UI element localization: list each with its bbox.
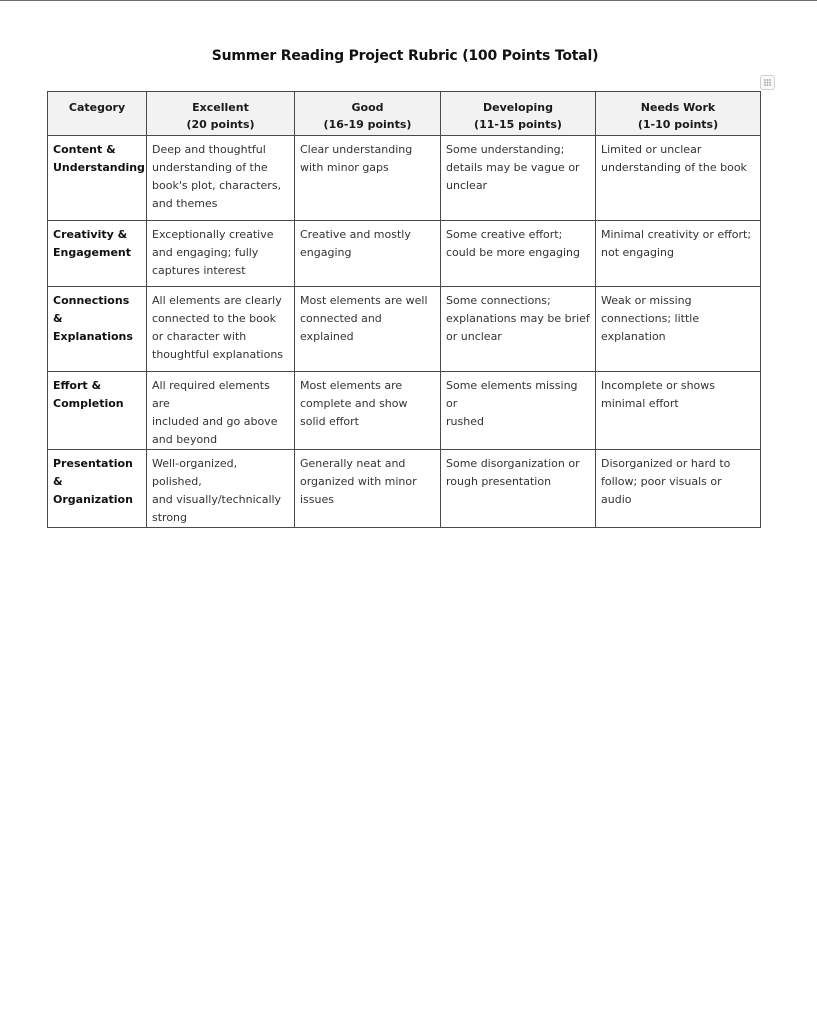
header-needs-work xyxy=(596,92,761,136)
cell-text: Some creative effort; xyxy=(446,228,563,241)
category-text: Content & xyxy=(53,143,116,156)
header-points: (11-15 points) xyxy=(474,118,562,131)
cell-text: minimal effort xyxy=(601,397,679,410)
cell-needs-work xyxy=(596,372,761,450)
cell-text: Incomplete or shows xyxy=(601,379,716,392)
category-cell xyxy=(48,450,147,528)
cell-text: book's plot, characters, xyxy=(152,179,282,192)
header-excellent xyxy=(147,92,295,136)
cell-text: or unclear xyxy=(446,330,502,343)
header-points: (20 points) xyxy=(186,118,255,131)
cell-text: or character with xyxy=(152,330,247,343)
category-text: Creativity & xyxy=(53,228,128,241)
cell-text: organized with minor xyxy=(300,475,417,488)
cell-text: follow; poor visuals or audio xyxy=(601,475,722,506)
category-text: Engagement xyxy=(53,246,131,259)
header-row xyxy=(48,92,761,136)
cell-text: Most elements are well xyxy=(300,294,428,307)
cell-text: Most elements are xyxy=(300,379,403,392)
cell-developing xyxy=(441,221,596,287)
category-text: Understanding xyxy=(53,161,145,174)
cell-text: explanations may be brief xyxy=(446,312,590,325)
cell-text: connected and xyxy=(300,312,382,325)
header-label: Needs Work xyxy=(640,101,716,114)
table-row xyxy=(48,287,761,372)
category-cell xyxy=(48,221,147,287)
cell-text: explained xyxy=(300,330,354,343)
header-points: (1-10 points) xyxy=(637,118,719,131)
cell-text: Some connections; xyxy=(446,294,551,307)
cell-text: and themes xyxy=(152,197,218,210)
cell-excellent xyxy=(147,450,295,528)
cell-good xyxy=(295,287,441,372)
cell-text: could be more engaging xyxy=(446,246,580,259)
header-label: Good xyxy=(351,101,384,114)
cell-text: explanation xyxy=(601,330,666,343)
cell-text: Some disorganization or xyxy=(446,457,580,470)
cell-developing xyxy=(441,450,596,528)
header-label: Excellent xyxy=(192,101,249,114)
cell-text: unclear xyxy=(446,179,488,192)
cell-text: understanding of the book xyxy=(601,161,747,174)
cell-text: understanding of the xyxy=(152,161,268,174)
table-row xyxy=(48,450,761,528)
table-row xyxy=(48,136,761,221)
cell-text: Minimal creativity or effort; xyxy=(601,228,752,241)
cell-text: solid effort xyxy=(300,415,359,428)
cell-excellent xyxy=(147,372,295,450)
cell-text: Deep and thoughtful xyxy=(152,143,266,156)
cell-text: strong xyxy=(152,511,188,524)
cell-developing xyxy=(441,287,596,372)
cell-text: rushed xyxy=(446,415,484,428)
cell-developing xyxy=(441,136,596,221)
cell-text: Exceptionally creative xyxy=(152,228,274,241)
cell-good xyxy=(295,450,441,528)
cell-excellent xyxy=(147,287,295,372)
cell-excellent xyxy=(147,221,295,287)
cell-text: engaging xyxy=(300,246,352,259)
cell-text: Disorganized or hard to xyxy=(601,457,731,470)
cell-text: not engaging xyxy=(601,246,674,259)
header-good xyxy=(295,92,441,136)
category-cell xyxy=(48,287,147,372)
table-row xyxy=(48,221,761,287)
cell-text: All elements are clearly xyxy=(152,294,282,307)
cell-text: rough presentation xyxy=(446,475,552,488)
cell-text: Weak or missing xyxy=(601,294,692,307)
cell-text: details may be vague or xyxy=(446,161,580,174)
category-text: Organization xyxy=(53,493,133,506)
cell-text: and visually/technically xyxy=(152,493,282,506)
category-cell xyxy=(48,136,147,221)
document-title: Summer Reading Project Rubric (100 Points Total) xyxy=(211,48,599,64)
header-label: Category xyxy=(68,101,126,114)
cell-needs-work xyxy=(596,287,761,372)
header-label: Developing xyxy=(483,101,553,114)
cell-good xyxy=(295,221,441,287)
category-cell xyxy=(48,372,147,450)
header-points: (16-19 points) xyxy=(323,118,412,131)
cell-needs-work xyxy=(596,450,761,528)
header-category xyxy=(48,92,147,136)
cell-developing xyxy=(441,372,596,450)
page-top-border xyxy=(0,0,817,1)
rubric-table xyxy=(47,91,761,528)
category-text: Explanations xyxy=(53,330,133,343)
cell-text: connected to the book xyxy=(152,312,276,325)
header-developing xyxy=(441,92,596,136)
cell-text: and beyond xyxy=(152,433,218,446)
cell-needs-work xyxy=(596,136,761,221)
cell-text: Some elements missing or xyxy=(446,379,578,410)
cell-text: connections; little xyxy=(601,312,700,325)
cell-text: Some understanding; xyxy=(446,143,565,156)
cell-text: Limited or unclear xyxy=(601,143,702,156)
cell-text: with minor gaps xyxy=(300,161,389,174)
cell-text: All required elements are xyxy=(152,379,270,410)
cell-text: captures interest xyxy=(152,264,246,277)
category-text: Connections & xyxy=(53,294,130,325)
cell-text: Well-organized, polished, xyxy=(152,457,238,488)
table-row xyxy=(48,372,761,450)
cell-text: thoughtful explanations xyxy=(152,348,284,361)
table-handle-icon[interactable] xyxy=(760,75,775,90)
cell-text: Creative and mostly xyxy=(300,228,411,241)
cell-needs-work xyxy=(596,221,761,287)
cell-text: and engaging; fully xyxy=(152,246,259,259)
cell-text: complete and show xyxy=(300,397,408,410)
category-text: Completion xyxy=(53,397,124,410)
grid-handle-icon xyxy=(763,78,772,87)
cell-text: included and go above xyxy=(152,415,278,428)
cell-excellent xyxy=(147,136,295,221)
cell-good xyxy=(295,372,441,450)
category-text: Presentation & xyxy=(53,457,133,488)
cell-text: issues xyxy=(300,493,334,506)
cell-text: Clear understanding xyxy=(300,143,413,156)
category-text: Effort & xyxy=(53,379,102,392)
cell-good xyxy=(295,136,441,221)
cell-text: Generally neat and xyxy=(300,457,406,470)
